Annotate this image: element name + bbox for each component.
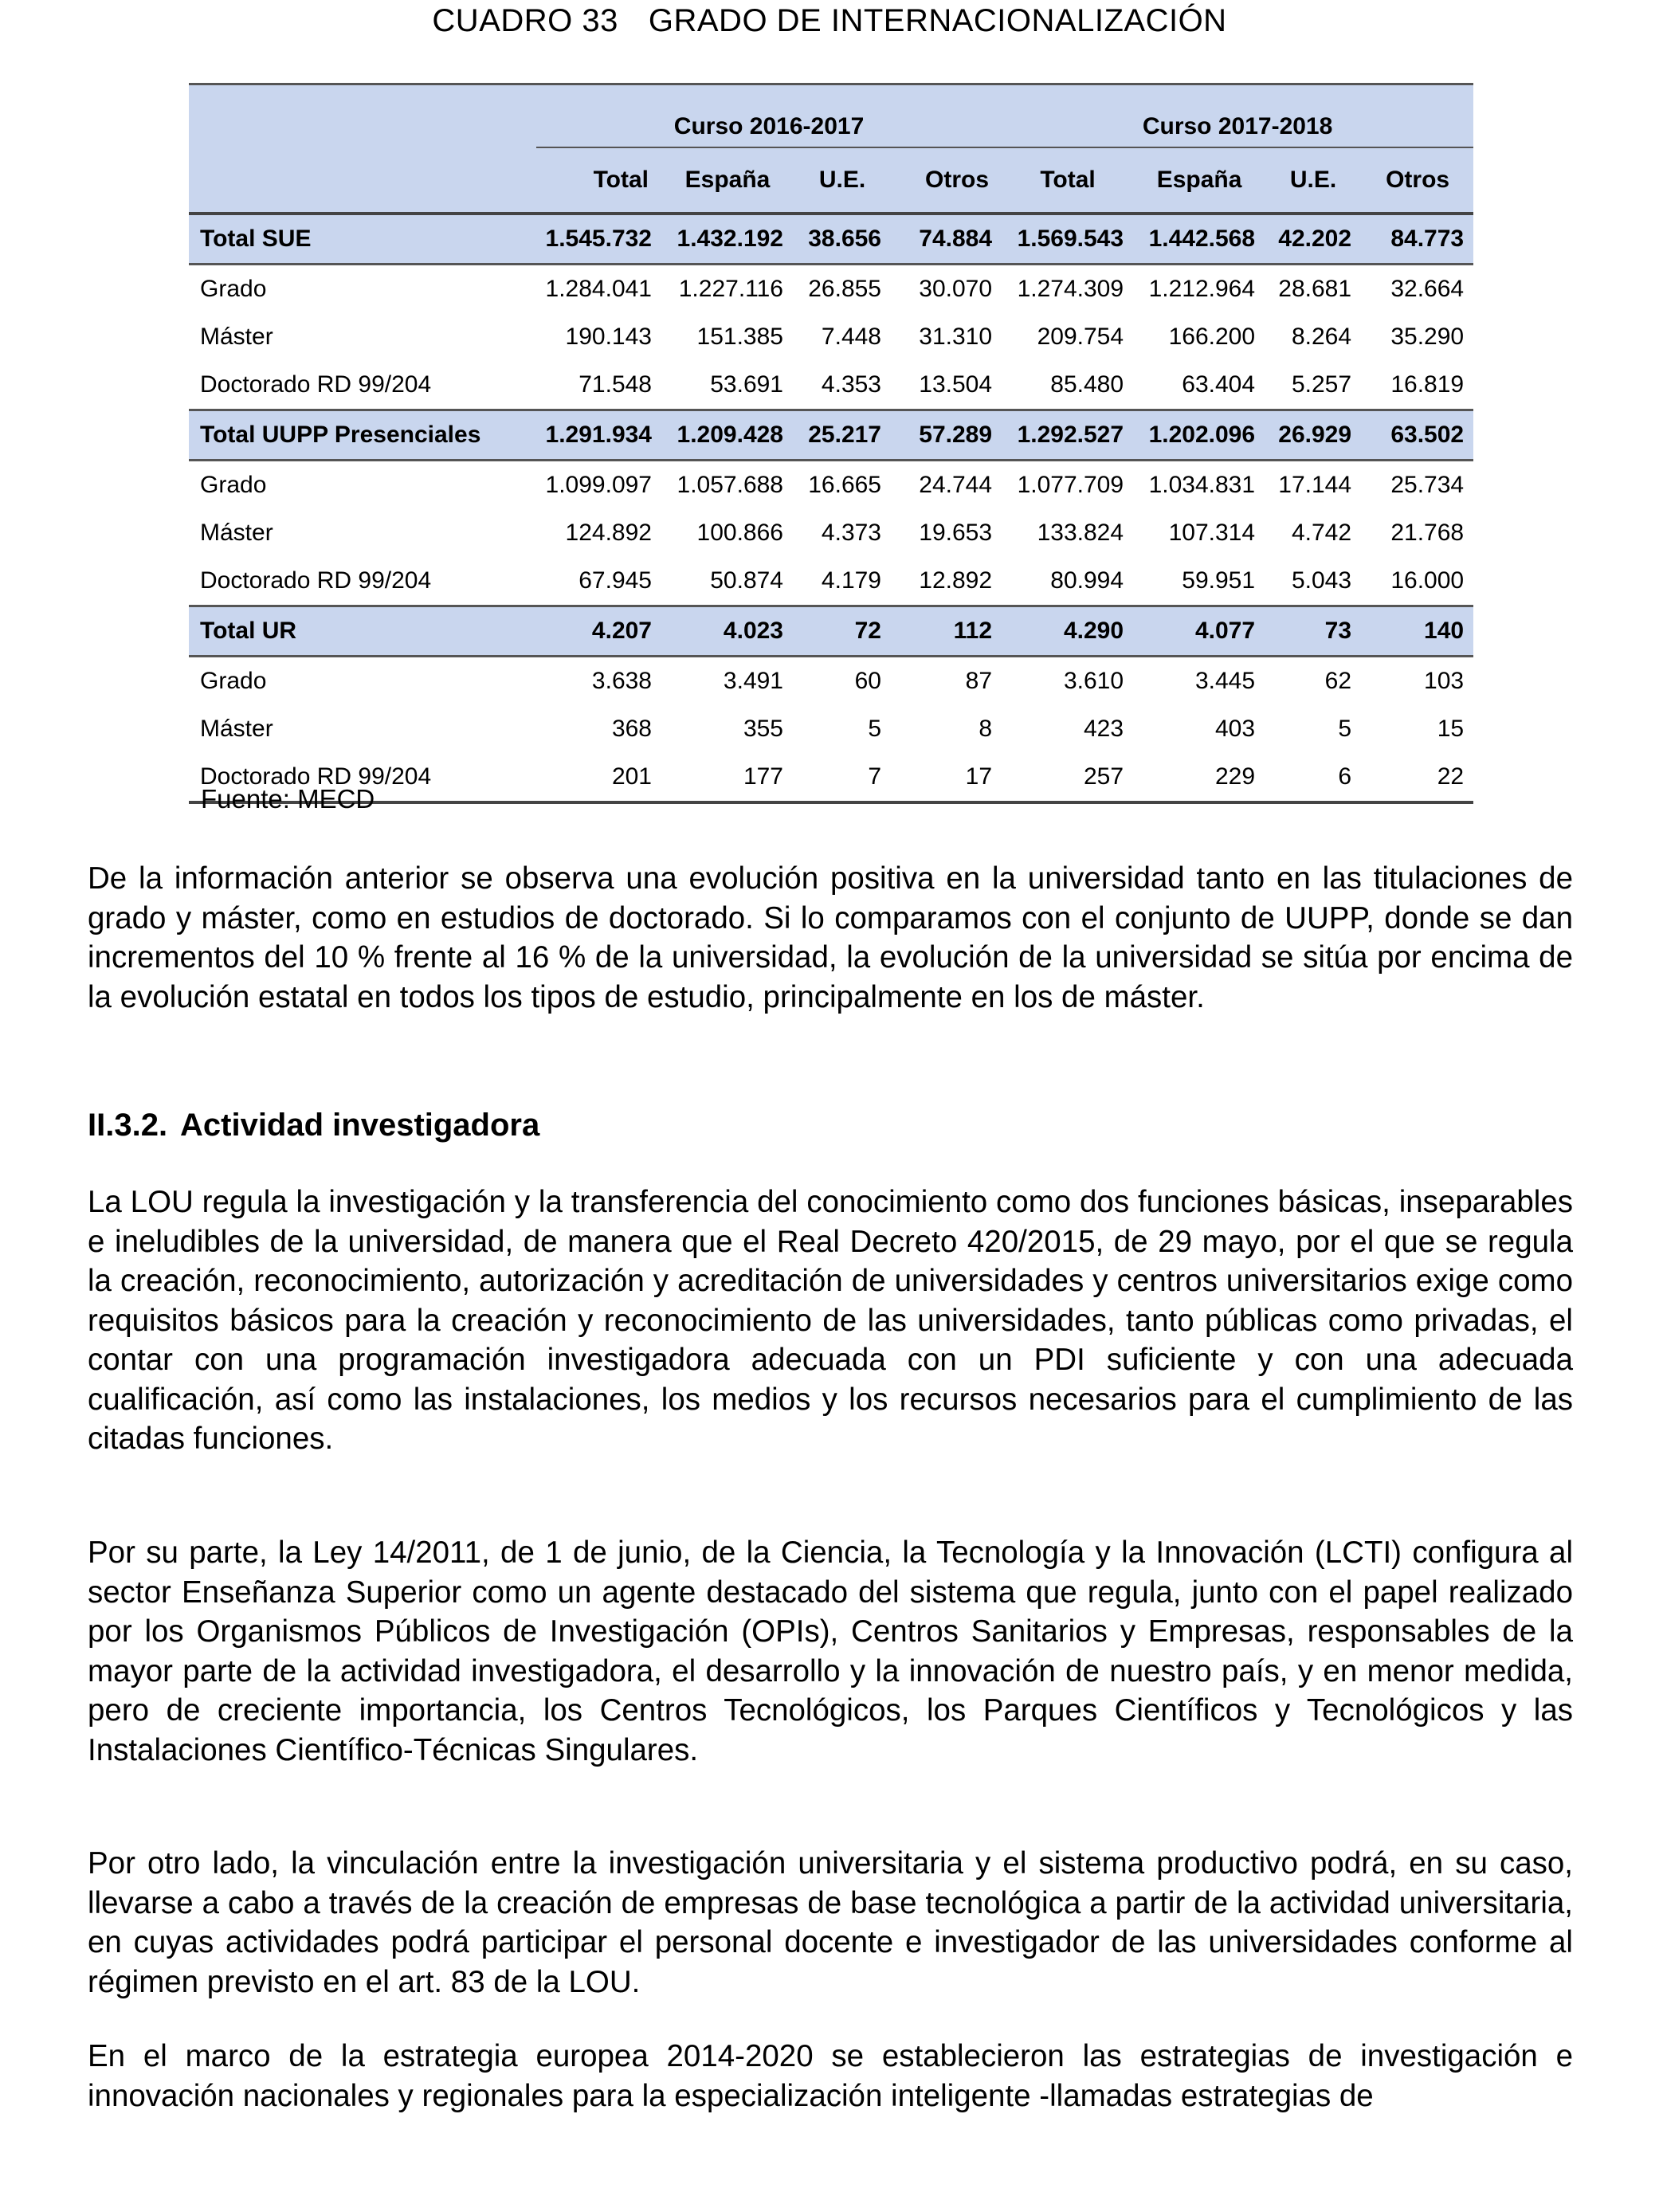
paragraph-1: De la información anterior se observa una evolución positiva en la universidad tanto en las titulaciones de grado y máster, como en estudios de doctorado. Si lo comparamos con el conjunto de UUPP, donde se dan incrementos del 10 % frente al 16 % de la universidad, la evolución de la universidad se sitúa por encima de la evolución estatal en todos los tipos de estudio, principalmente en los de máster.: [88, 861, 1573, 1014]
table-cell: 1.227.116: [678, 276, 783, 302]
table-cell: 177: [661, 753, 793, 802]
table-cell: 190.143: [565, 324, 652, 350]
table-cell: 73: [1265, 606, 1361, 657]
table-cell: 1.274.309: [1017, 276, 1124, 302]
period-header-row: [189, 84, 1473, 148]
table-cell: 5: [868, 716, 881, 742]
table-cell: 201: [536, 753, 661, 802]
table-cell: 368: [611, 716, 652, 742]
table-cell: 13.504: [919, 371, 993, 398]
table-cell: 4.742: [1291, 520, 1352, 546]
table-cell: 4.290: [1002, 606, 1133, 657]
table-cell: 4.353: [821, 371, 881, 398]
table-cell: 25.217: [793, 410, 891, 461]
table-cell: 3.610: [1063, 668, 1124, 694]
table-cell: 12.892: [919, 567, 993, 594]
table-title-text: GRADO DE INTERNACIONALIZACIÓN: [648, 3, 1227, 38]
table-cell: 7.448: [821, 324, 881, 350]
table-cell: 1.202.096: [1133, 410, 1265, 461]
table-cell: 1.034.831: [1148, 472, 1256, 498]
column-header: Total: [1002, 147, 1133, 214]
table-cell: 3.638: [591, 668, 652, 694]
table-cell: 67.945: [578, 567, 652, 594]
table-cell: 50.874: [710, 567, 783, 594]
table-cell: 87: [965, 668, 993, 694]
table-cell: 26.929: [1265, 410, 1361, 461]
table-cell: 16.000: [1390, 567, 1465, 594]
table-cell: 124.892: [565, 520, 652, 546]
table-row: [189, 313, 1473, 361]
table-cell: 133.824: [1037, 520, 1124, 546]
table-cell: 53.691: [710, 371, 783, 398]
table-cell: 8.264: [1291, 324, 1352, 350]
table-cell: 19.653: [919, 520, 993, 546]
column-header: España: [1133, 147, 1265, 214]
table-cell: 4.207: [536, 606, 661, 657]
column-header-row: [189, 147, 1473, 214]
table-cell: 1.292.527: [1002, 410, 1133, 461]
row-label: Doctorado RD 99/204: [200, 567, 432, 594]
table-cell: 57.289: [891, 410, 1002, 461]
table-cell: 84.773: [1361, 214, 1473, 265]
table-title: [0, 3, 1659, 39]
table-cell: 151.385: [696, 324, 783, 350]
column-header: U.E.: [793, 147, 891, 214]
table-row: [189, 214, 1473, 265]
table-cell: 1.291.934: [536, 410, 661, 461]
table-cell: 100.866: [696, 520, 783, 546]
table-cell: 16.819: [1390, 371, 1465, 398]
period-header: Curso 2016-2017: [536, 84, 1002, 148]
row-label: Total SUE: [189, 214, 536, 265]
table-cell: 80.994: [1050, 567, 1124, 594]
table-row: [189, 509, 1473, 557]
table-cell: 4.077: [1133, 606, 1265, 657]
table-cell: 85.480: [1050, 371, 1124, 398]
row-label: Doctorado RD 99/204: [189, 753, 536, 802]
internationalization-table: [189, 83, 1473, 804]
row-label: Grado: [200, 472, 267, 498]
table-cell: 5.257: [1291, 371, 1352, 398]
table-source: Fuente: MECD: [201, 784, 375, 814]
table-cell: 1.212.964: [1148, 276, 1256, 302]
table-cell: 6: [1265, 753, 1361, 802]
header-blank: [189, 147, 536, 214]
table-cell: 4.023: [661, 606, 793, 657]
table-row: [189, 361, 1473, 410]
table-cell: 355: [743, 716, 783, 742]
table-cell: 63.502: [1361, 410, 1473, 461]
table-cell: 1.569.543: [1002, 214, 1133, 265]
table-cell: 35.290: [1390, 324, 1465, 350]
table-row: [189, 265, 1473, 314]
row-label: Máster: [200, 324, 273, 350]
table-cell: 8: [979, 716, 993, 742]
table-cell: 3.491: [723, 668, 783, 694]
table-cell: 59.951: [1182, 567, 1256, 594]
table-cell: 25.734: [1390, 472, 1465, 498]
row-label: Máster: [200, 520, 273, 546]
table-cell: 5: [1338, 716, 1352, 742]
table-cell: 4.373: [821, 520, 881, 546]
table-row: [189, 557, 1473, 606]
period-header: Curso 2017-2018: [1002, 84, 1473, 148]
table-cell: 257: [1002, 753, 1133, 802]
table-cell: 16.665: [808, 472, 881, 498]
table-row: [189, 461, 1473, 510]
table-cell: 1.284.041: [545, 276, 652, 302]
row-label: Total UUPP Presenciales: [189, 410, 536, 461]
paragraph-4: Por otro lado, la vinculación entre la investigación universitaria y el sistema productivo podrá, en su caso, llevarse a cabo a través de la creación de empresas de base tecnológica a partir de la actividad universitaria, en cuyas actividades podrá participar el personal docente e investigador de las universidades conforme al régimen previsto en el art. 83 de la LOU.: [88, 1846, 1573, 1999]
section-heading: [88, 1108, 539, 1143]
table-cell: 103: [1424, 668, 1465, 694]
paragraph-5: En el marco de la estrategia europea 2014-2020 se establecieron las estrategias de investigación e innovación nacionales y regionales para la especialización inteligente -llamadas estrategias de: [88, 2039, 1573, 2113]
table-cell: 30.070: [919, 276, 993, 302]
table-cell: 5.043: [1291, 567, 1352, 594]
table-row: [189, 410, 1473, 461]
table-row: [189, 705, 1473, 753]
column-header: Otros: [891, 147, 1002, 214]
table-row: [189, 606, 1473, 657]
row-label: Grado: [200, 668, 267, 694]
table-cell: 1.057.688: [677, 472, 783, 498]
table-cell: 3.445: [1194, 668, 1256, 694]
table-cell: 7: [793, 753, 891, 802]
table-cell: 15: [1437, 716, 1465, 742]
table-cell: 1.077.709: [1017, 472, 1124, 498]
table-body: [189, 214, 1473, 802]
table-cell: 209.754: [1037, 324, 1124, 350]
section-title: Actividad investigadora: [180, 1108, 540, 1143]
row-label: Total UR: [189, 606, 536, 657]
column-header: Otros: [1361, 147, 1473, 214]
table-cell: 22: [1361, 753, 1473, 802]
table-cell: 38.656: [793, 214, 891, 265]
table-cell: 140: [1361, 606, 1473, 657]
column-header: U.E.: [1265, 147, 1361, 214]
table-row: [189, 657, 1473, 706]
row-label: Doctorado RD 99/204: [200, 371, 432, 398]
table-cell: 32.664: [1390, 276, 1465, 302]
table-cell: 112: [891, 606, 1002, 657]
table-cell: 62: [1324, 668, 1352, 694]
table-cell: 31.310: [919, 324, 993, 350]
paragraph-3: Por su parte, la Ley 14/2011, de 1 de junio, de la Ciencia, la Tecnología y la Innovación (LCTI) configura al sector Enseñanza Superior como un agente destacado del sistema que regula, junto con el papel realizado por los Organismos Públicos de Investigación (OPIs), Centros Sanitarios y Empresas, responsables de la mayor parte de la actividad investigadora, el desarrollo y la innovación de nuestro país, y en menor medida, pero de creciente importancia, los Centros Tecnológicos, los Parques Científicos y Tecnológicos y las Instalaciones Científico-Técnicas Singulares.: [88, 1535, 1573, 1767]
table-cell: 1.545.732: [536, 214, 661, 265]
paragraph-2: La LOU regula la investigación y la transferencia del conocimiento como dos funciones básicas, inseparables e ineludibles de la universidad, de manera que el Real Decreto 420/2015, de 29 mayo, por el que se regula la creación, reconocimiento, autorización y acreditación de universidades y centros universitarios exige como requisitos básicos para la creación y reconocimiento de las universidades, tanto públicas como privadas, el contar con una programación investigadora adecuada con un PDI suficiente y con una adecuada cualificación, así como las instalaciones, los medios y los recursos necesarios para el cumplimiento de las citadas funciones.: [88, 1185, 1573, 1456]
table-cell: 107.314: [1168, 520, 1256, 546]
column-header: Total: [536, 147, 661, 214]
table-cell: 21.768: [1390, 520, 1465, 546]
table-cell: 17: [891, 753, 1002, 802]
header-blank: [189, 84, 536, 148]
row-label: Máster: [200, 716, 273, 742]
table-cell: 4.179: [821, 567, 881, 594]
table-cell: 1.442.568: [1133, 214, 1265, 265]
table-cell: 17.144: [1278, 472, 1352, 498]
table-cell: 28.681: [1278, 276, 1352, 302]
table-cell: 63.404: [1182, 371, 1256, 398]
section-number: II.3.2.: [88, 1108, 168, 1143]
table-cell: 403: [1214, 716, 1256, 742]
table-cell: 72: [793, 606, 891, 657]
table-cell: 26.855: [808, 276, 881, 302]
table-cell: 229: [1133, 753, 1265, 802]
table-cell: 24.744: [919, 472, 993, 498]
table-cell: 71.548: [578, 371, 652, 398]
table-cell: 166.200: [1168, 324, 1256, 350]
table-cell: 1.209.428: [661, 410, 793, 461]
column-header: España: [661, 147, 793, 214]
table-cell: 74.884: [891, 214, 1002, 265]
row-label: Grado: [200, 276, 267, 302]
table-cell: 423: [1083, 716, 1124, 742]
table-cell: 60: [854, 668, 881, 694]
table-row: [189, 753, 1473, 802]
table-cell: 1.099.097: [545, 472, 652, 498]
table-cell: 1.432.192: [661, 214, 793, 265]
table-number: CUADRO 33: [432, 3, 618, 38]
table-cell: 42.202: [1265, 214, 1361, 265]
